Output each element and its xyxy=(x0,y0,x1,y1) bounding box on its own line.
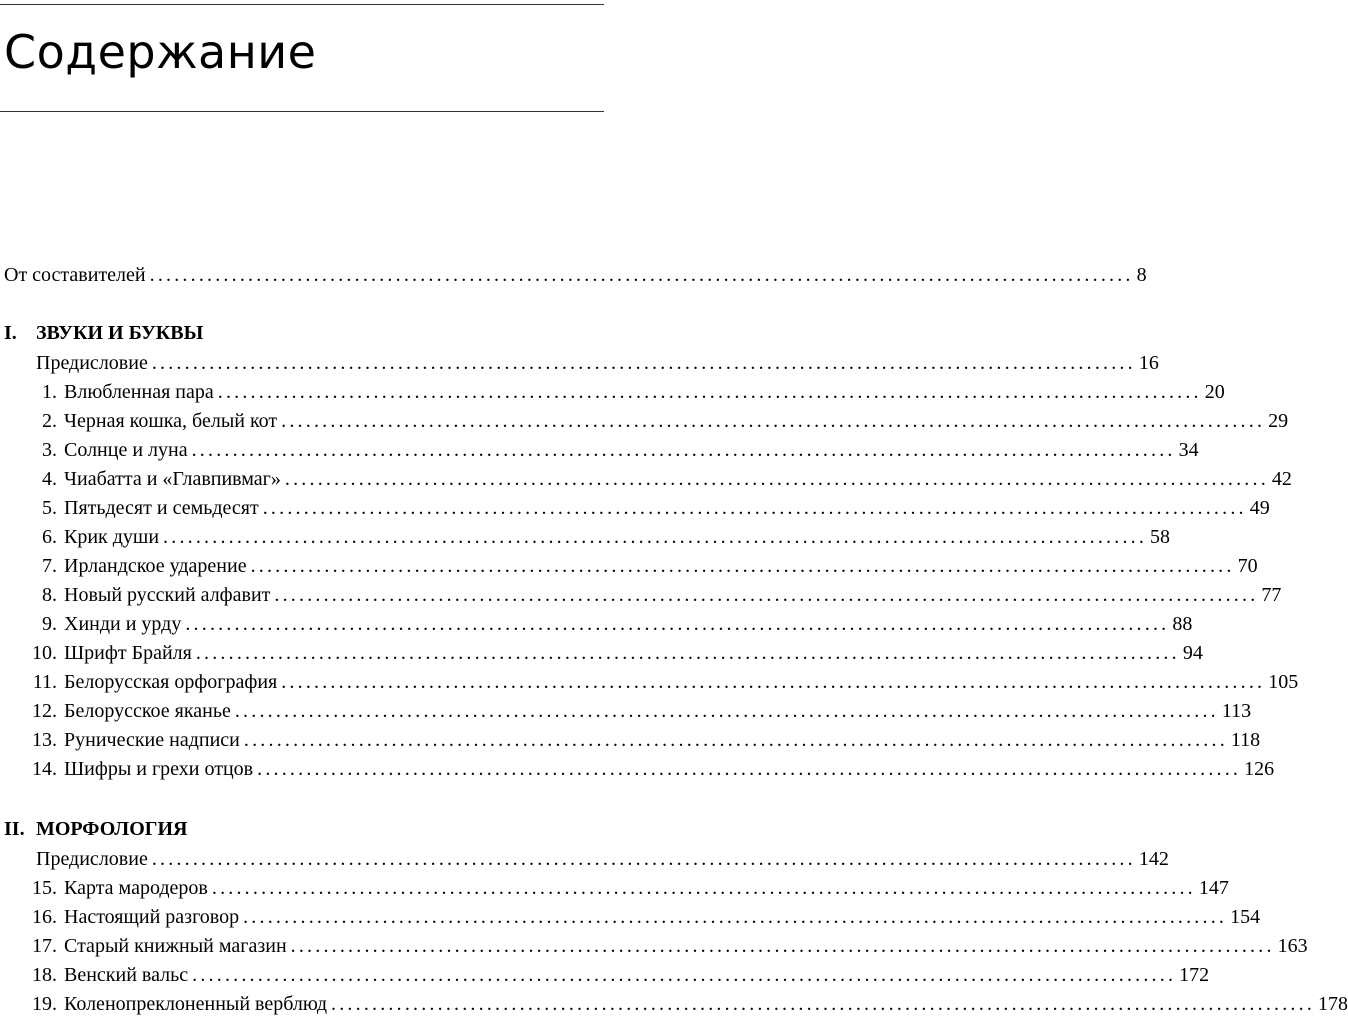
toc-entry-number: 7. xyxy=(42,555,57,577)
toc-entry-label: Черная кошка, белый кот xyxy=(64,410,278,432)
dot-leader: ........................................................................................................................ xyxy=(192,964,1177,986)
dot-leader: ........................................................................................................................ xyxy=(234,700,1219,722)
dot-leader: ........................................................................................................................ xyxy=(257,758,1242,780)
toc-entry-page: 49 xyxy=(1249,497,1270,519)
dot-leader: ........................................................................................................................ xyxy=(331,993,1316,1015)
toc-entry-page: 154 xyxy=(1230,906,1261,928)
toc-entry[interactable] xyxy=(0,752,1275,781)
toc-entry-number: 13. xyxy=(32,729,57,751)
toc-entry-page: 34 xyxy=(1178,439,1199,461)
section-heading-2 xyxy=(4,817,187,845)
toc-entry-number: 14. xyxy=(32,758,57,780)
toc-entry[interactable] xyxy=(0,607,1193,636)
toc-entry-number: 12. xyxy=(32,700,57,722)
dot-leader: ........................................................................................................................ xyxy=(243,906,1228,928)
toc-entry-page: 142 xyxy=(1138,848,1169,870)
dot-leader: ........................................................................................................................ xyxy=(149,264,1134,286)
toc-entry[interactable] xyxy=(0,433,1199,462)
toc-entry-intro[interactable] xyxy=(0,258,1147,287)
toc-entry-number: 2. xyxy=(42,410,57,432)
toc-entry[interactable] xyxy=(0,665,1299,694)
toc-entry-page: 20 xyxy=(1204,381,1225,403)
toc-entry[interactable] xyxy=(0,958,1210,987)
toc-entry-label: Венский вальс xyxy=(64,964,189,986)
toc-entry-page: 77 xyxy=(1261,584,1282,606)
toc-entry-number: 18. xyxy=(32,964,57,986)
toc-entry-page: 94 xyxy=(1182,642,1203,664)
dot-leader: ........................................................................................................................ xyxy=(281,671,1266,693)
toc-entry-number: 17. xyxy=(32,935,57,957)
toc-entry-label: Карта мародеров xyxy=(64,877,208,899)
section-heading-1 xyxy=(4,321,203,349)
dot-leader: ........................................................................................................................ xyxy=(163,526,1148,548)
toc-entry-page: 16 xyxy=(1138,352,1159,374)
toc-entry-page: 29 xyxy=(1268,410,1289,432)
dot-leader: ........................................................................................................................ xyxy=(262,497,1247,519)
dot-leader: ........................................................................................................................ xyxy=(191,439,1176,461)
dot-leader: ........................................................................................................................ xyxy=(274,584,1259,606)
toc-entry-label: Коленопреклоненный верблюд xyxy=(64,993,328,1015)
toc-entry-number: 16. xyxy=(32,906,57,928)
toc-entry-label: Старый книжный магазин xyxy=(64,935,287,957)
toc-entry-label: Рунические надписи xyxy=(64,729,240,751)
toc-entry-number: 6. xyxy=(42,526,57,548)
toc-entry-preface-1[interactable] xyxy=(0,346,1159,375)
dot-leader: ........................................................................................................................ xyxy=(284,468,1269,490)
toc-entry-page: 147 xyxy=(1198,877,1229,899)
toc-entry[interactable] xyxy=(0,404,1289,433)
toc-entry-label: Крик души xyxy=(64,526,160,548)
dot-leader: ........................................................................................................................ xyxy=(195,642,1180,664)
dot-leader: ........................................................................................................................ xyxy=(281,410,1266,432)
toc-entry-label: Пятьдесят и семьдесят xyxy=(64,497,259,519)
toc-entry-label: Белорусское яканье xyxy=(64,700,231,722)
toc-entry-page: 113 xyxy=(1221,700,1252,722)
toc-entry-page: 88 xyxy=(1172,613,1193,635)
toc-entry-number: 8. xyxy=(42,584,57,606)
toc-entry-label: Шифры и грехи отцов xyxy=(64,758,254,780)
toc-entry-number: 19. xyxy=(32,993,57,1015)
toc-entry-number: 9. xyxy=(42,613,57,635)
dot-leader: ........................................................................................................................ xyxy=(185,613,1170,635)
toc-entry-label: От составителей xyxy=(4,264,146,286)
toc-entry-label: Новый русский алфавит xyxy=(64,584,271,606)
toc-entry[interactable] xyxy=(0,549,1258,578)
toc-entry-label: Ирландское ударение xyxy=(64,555,247,577)
section-roman: I. xyxy=(4,322,17,344)
toc-entry[interactable] xyxy=(0,462,1292,491)
toc-entry[interactable] xyxy=(0,375,1225,404)
toc-entry-label: Белорусская орфография xyxy=(64,671,278,693)
toc-entry-label: Шрифт Брайля xyxy=(64,642,192,664)
dot-leader: ........................................................................................................................ xyxy=(250,555,1235,577)
toc-entry-number: 10. xyxy=(32,642,57,664)
toc-entry[interactable] xyxy=(0,929,1308,958)
toc-entry[interactable] xyxy=(0,491,1270,520)
toc-entry-page: 70 xyxy=(1237,555,1258,577)
toc-entry[interactable] xyxy=(0,578,1282,607)
toc-entry-page: 172 xyxy=(1179,964,1210,986)
dot-leader: ........................................................................................................................ xyxy=(151,848,1136,870)
toc-entry-number: 3. xyxy=(42,439,57,461)
section-roman: II. xyxy=(4,818,25,840)
toc-entry[interactable] xyxy=(0,900,1261,929)
toc-entry-number: 11. xyxy=(32,671,57,693)
toc-entry-label: Солнце и луна xyxy=(64,439,188,461)
toc-entry-page: 126 xyxy=(1244,758,1275,780)
toc-entry-page: 105 xyxy=(1268,671,1299,693)
toc-entry-page: 118 xyxy=(1230,729,1261,751)
dot-leader: ........................................................................................................................ xyxy=(217,381,1202,403)
toc-entry[interactable] xyxy=(0,723,1261,752)
toc-entry-page: 58 xyxy=(1150,526,1171,548)
toc-entry[interactable] xyxy=(0,520,1171,549)
toc-entry-number: 15. xyxy=(32,877,57,899)
toc-entry-preface-2[interactable] xyxy=(0,842,1169,871)
toc-entry-label: Предисловие xyxy=(36,352,148,374)
toc-entry-page: 163 xyxy=(1277,935,1308,957)
toc-entry-label: Хинди и урду xyxy=(64,613,182,635)
toc-entry-page: 42 xyxy=(1271,468,1292,490)
page-title: Содержание xyxy=(4,25,317,79)
dot-leader: ........................................................................................................................ xyxy=(243,729,1228,751)
toc-entry-page: 8 xyxy=(1136,264,1147,286)
toc-entry-label: Предисловие xyxy=(36,848,148,870)
toc-entry-label: Настоящий разговор xyxy=(64,906,240,928)
section-title: ЗВУКИ И БУКВЫ xyxy=(36,322,204,344)
toc-entry-number: 5. xyxy=(42,497,57,519)
toc-entry-label: Влюбленная пара xyxy=(64,381,214,403)
toc-entry-number: 4. xyxy=(42,468,57,490)
dot-leader: ........................................................................................................................ xyxy=(290,935,1275,957)
toc-entry-page: 178 xyxy=(1318,993,1348,1015)
toc-entry[interactable] xyxy=(0,871,1229,900)
dot-leader: ........................................................................................................................ xyxy=(211,877,1196,899)
toc-entry[interactable] xyxy=(0,694,1252,723)
toc-entry[interactable] xyxy=(0,987,1348,1016)
dot-leader: ........................................................................................................................ xyxy=(151,352,1136,374)
toc-entry-label: Чиабатта и «Главпивмаг» xyxy=(64,468,281,490)
toc-entry[interactable] xyxy=(0,636,1203,665)
section-title: МОРФОЛОГИЯ xyxy=(36,818,188,840)
toc-entry-number: 1. xyxy=(42,381,57,403)
